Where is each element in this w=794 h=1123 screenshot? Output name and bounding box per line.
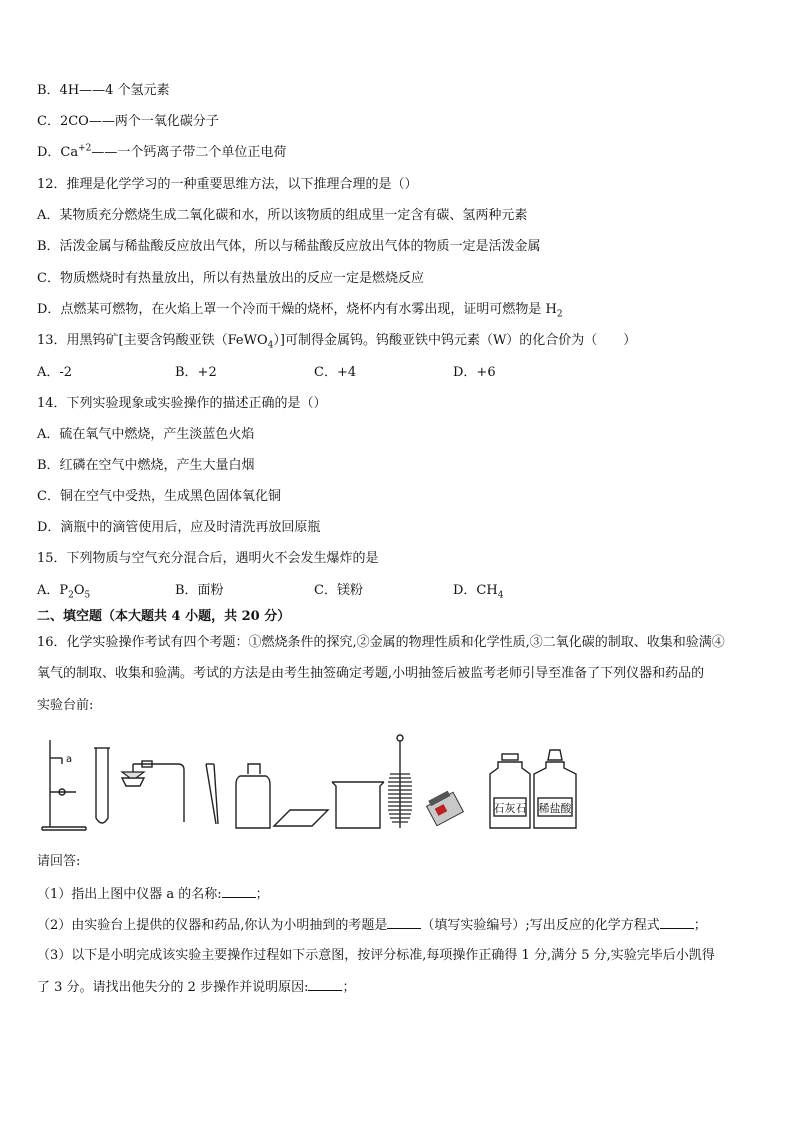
glass-plate-icon: [274, 810, 328, 826]
q15-stem: 15．下列物质与空气充分混合后，遇明火不会发生爆炸的是: [37, 551, 379, 566]
q12-option-b: B．活泼金属与稀盐酸反应放出气体，所以与稀盐酸反应放出气体的物质一定是活泼金属: [37, 239, 541, 254]
reagent-bottle-limestone-icon: [490, 754, 530, 828]
q13-stem: 13．用黑钨矿[主要含钨酸亚铁（FeWO$_4$）]可制得金属钨。钨酸亚铁中钨元素（W）的化合价为（ ）: [37, 333, 637, 351]
q15-option-d: D．$CH_4$: [453, 583, 504, 601]
bottle-label-hydrochloric-acid: 稀盐酸: [538, 802, 572, 815]
q14-option-d: D．滴瓶中的滴管使用后，应及时清洗再放回原瓶: [37, 520, 321, 535]
q14-option-c: C．铜在空气中受热，生成黑色固体氧化铜: [37, 489, 281, 504]
q16-stem-line1: 16．化学实验操作考试有四个考题：①燃烧条件的探究,②金属的物理性质和化学性质,③二氧化碳的制取、收集和验满④: [37, 635, 725, 650]
q13-option-c: C．+4: [314, 365, 357, 380]
superscript: +2: [78, 143, 92, 154]
q16-sub1: （1）指出上图中仪器 a 的名称: ；: [37, 887, 269, 902]
q16-prompt: 请回答:: [37, 854, 81, 869]
q16-sub3-line1: （3）以下是小明完成该实验主要操作过程如下示意图，按评分标准,每项操作正确得 1 分,满分 5 分,实验完毕后小凯得: [37, 948, 715, 963]
q13-option-a: A．-2: [37, 365, 73, 380]
test-tube-icon: [94, 748, 110, 823]
q11-option-d: D．$Ca^{+2}——$一个钙离子带二个单位正电荷: [37, 143, 287, 160]
gas-bottle-icon: [236, 764, 270, 828]
q11-option-b: B．4H——4 个氢元素: [37, 83, 170, 98]
stopper-with-tube-icon: [122, 761, 184, 822]
q14-stem: 14．下列实验现象或实验操作的描述正确的是（）: [37, 396, 327, 411]
q16-sub3-line2: 了 3 分。请找出他失分的 2 步操作并说明原因: ；: [37, 980, 356, 995]
reagent-bottle-hydrochloric-acid-icon: [534, 750, 576, 828]
q12-option-a: A．某物质充分燃烧生成二氧化碳和水，所以该物质的组成里一定含有碳、氢两种元素: [37, 208, 528, 223]
beaker-icon: [332, 782, 384, 828]
apparatus-figure: [38, 734, 590, 832]
q16-stem-line2: 氧气的制取、收集和验满。考试的方法是由考生抽签确定考题,小明抽签后被监考老师引导至准备了下列仪器和药品的: [37, 666, 705, 681]
q13-option-d: D．+6: [453, 365, 496, 380]
answer-blank[interactable]: [308, 978, 342, 991]
subscript: 4: [267, 340, 274, 351]
section-heading: 二、填空题（本大题共 4 小题，共 20 分）: [37, 609, 291, 624]
answer-blank[interactable]: [660, 916, 694, 929]
matchbox-icon: [427, 791, 464, 826]
q16-sub2: （2）由实验台上提供的仪器和药品,你认为小明抽到的考题是 （填写实验编号）;写出反应的化学方程式 ；: [37, 918, 707, 933]
funnel-icon: [122, 772, 144, 778]
iron-stand-icon: [42, 740, 86, 830]
q13-option-b: B．+2: [175, 365, 217, 380]
q12-stem: 12．推理是化学学习的一种重要思维方法，以下推理合理的是（）: [37, 177, 418, 192]
answer-blank[interactable]: [222, 885, 256, 898]
q16-stem-line3: 实验台前:: [37, 698, 94, 713]
subscript: 2: [556, 309, 563, 320]
q15-option-b: B．面粉: [175, 583, 224, 598]
q12-option-c: C．物质燃烧时有热量放出，所以有热量放出的反应一定是燃烧反应: [37, 271, 424, 286]
q15-option-a: A．$P_2O_5$: [37, 583, 91, 601]
q15-option-c: C．镁粉: [314, 583, 363, 598]
q14-option-a: A．硫在氧气中燃烧，产生淡蓝色火焰: [37, 427, 255, 442]
q14-option-b: B．红磷在空气中燃烧，产生大量白烟: [37, 458, 255, 473]
answer-blank[interactable]: [387, 916, 421, 929]
q12-option-d: D．点燃某可燃物，在火焰上罩一个冷而干燥的烧杯，烧杯内有水雾出现，证明可燃物是 $H_2$: [37, 302, 563, 320]
label-a: a: [66, 754, 73, 765]
bottle-label-limestone: 石灰石: [493, 802, 527, 815]
q11-option-c: C．2CO——两个一氧化碳分子: [37, 114, 219, 129]
tweezers-icon: [206, 764, 218, 824]
